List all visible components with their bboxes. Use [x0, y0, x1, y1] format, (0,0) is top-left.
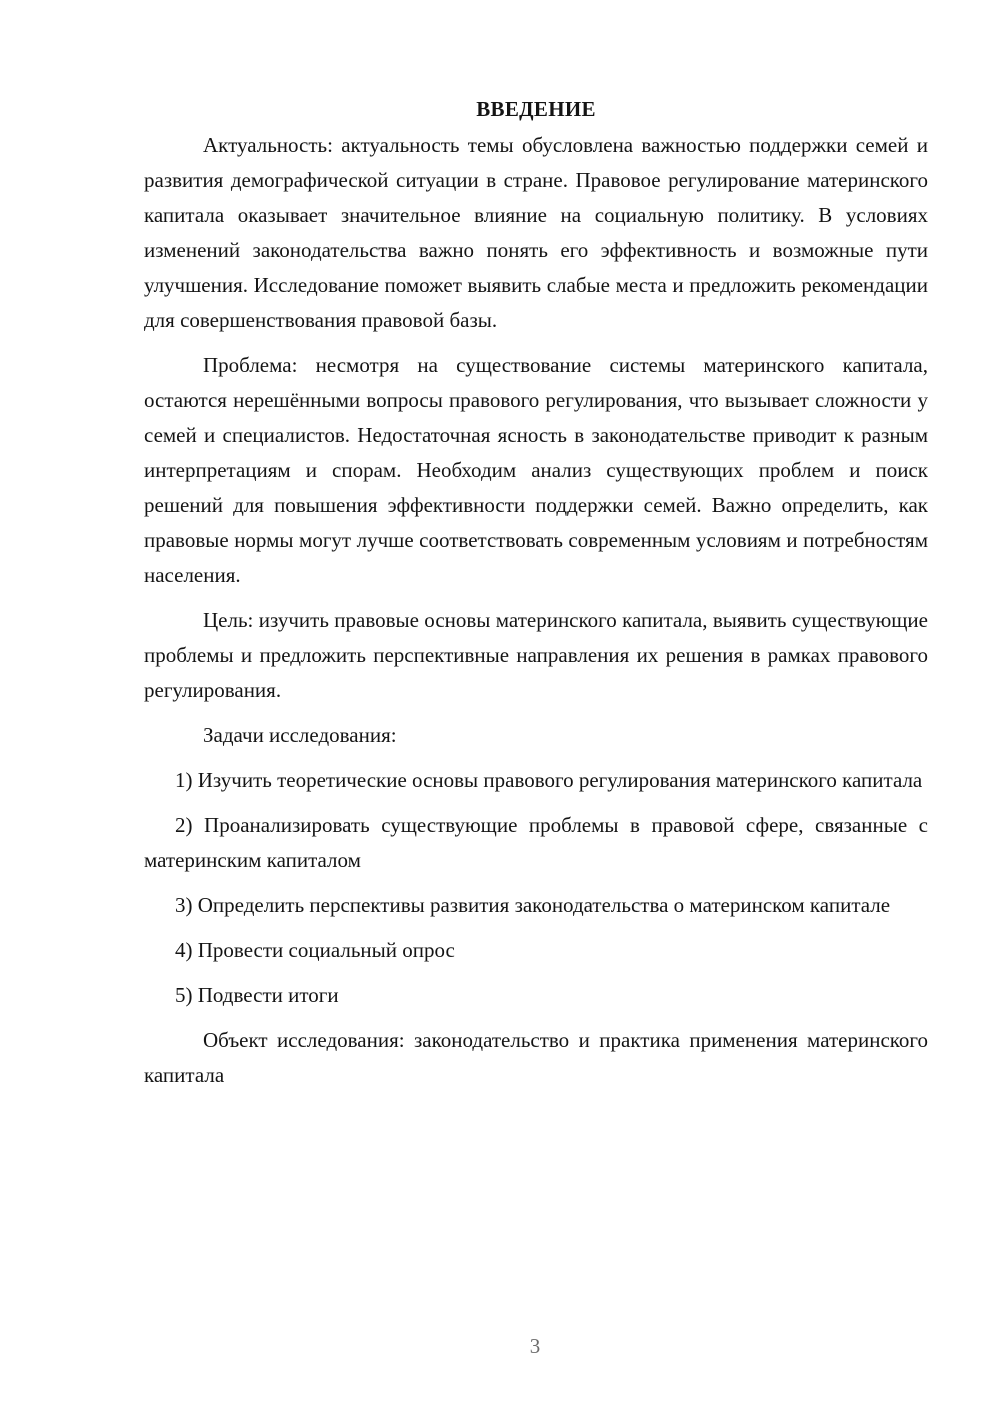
task-item: 3) Определить перспективы развития законодательства о материнском капитале: [175, 893, 891, 917]
object-paragraph: Объект исследования: законодательство и практика применения материнского капитала: [144, 1028, 928, 1087]
page-number: 3: [529, 1334, 541, 1358]
task-item: 5) Подвести итоги: [175, 983, 339, 1007]
task-item: 1) Изучить теоретические основы правового регулирования материнского капитала: [175, 768, 923, 792]
tasks-list: [144, 763, 928, 1013]
document-page: [144, 94, 928, 1103]
tasks-heading: Задачи исследования:: [203, 723, 397, 747]
task-item: 4) Провести социальный опрос: [175, 938, 455, 962]
task-item: 2) Проанализировать существующие проблемы в правовой сфере, связанные с материнским капиталом: [144, 813, 928, 872]
section-title: ВВЕДЕНИЕ: [476, 97, 596, 121]
goal-paragraph: Цель: изучить правовые основы материнского капитала, выявить существующие проблемы и предложить перспективные направления их решения в рамках правового регулирования.: [144, 608, 928, 702]
relevance-paragraph: Актуальность: актуальность темы обусловлена важностью поддержки семей и развития демографической ситуации в стране. Правовое регулирование материнского капитала оказывает значительное влияние на социальную политику. В условиях изменений законодательства важно понять его эффективность и возможные пути улучшения. Исследование поможет выявить слабые места и предложить рекомендации для совершенствования правовой базы.: [144, 133, 928, 332]
problem-paragraph: Проблема: несмотря на существование системы материнского капитала, остаются нерешёнными вопросы правового регулирования, что вызывает сложности у семей и специалистов. Недостаточная ясность в законодательстве приводит к разным интерпретациям и спорам. Необходим анализ существующих проблем и поиск решений для повышения эффективности поддержки семей. Важно определить, как правовые нормы могут лучше соответствовать современным условиям и потребностям населения.: [144, 353, 928, 587]
